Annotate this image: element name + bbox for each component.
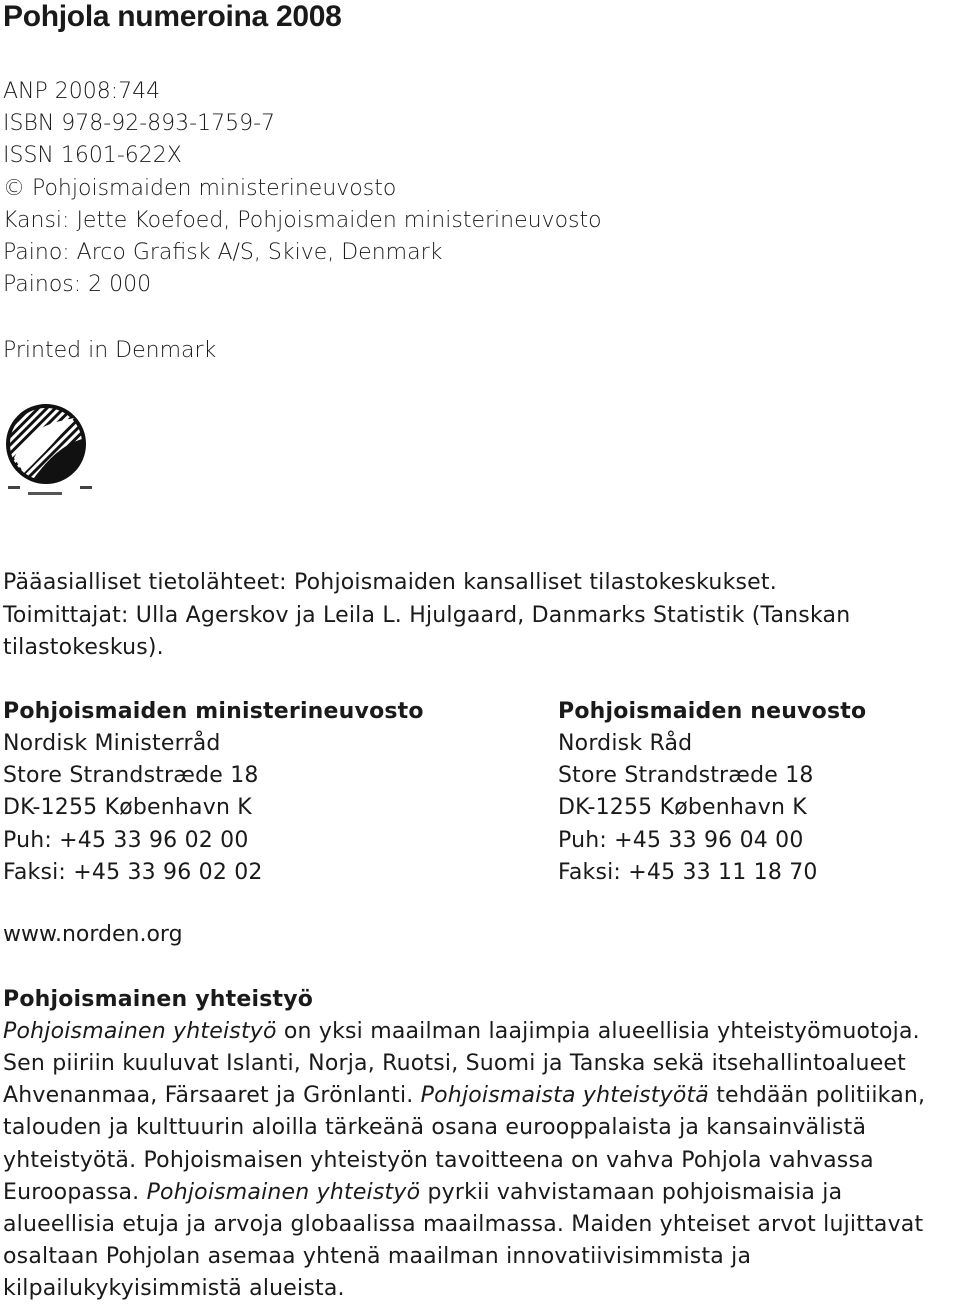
org-name: Pohjoismaiden neuvosto (558, 699, 867, 724)
anp-number: ANP 2008:744 (3, 79, 161, 104)
paragraph-line: talouden ja kulttuurin aloilla tärkeänä osana eurooppalaista ja kansainvälistä (3, 1115, 867, 1140)
phone: Puh: +45 33 96 04 00 (558, 828, 804, 853)
text: on yksi maailman laajimpia alueellisia yhteistyömuotoja. (276, 1019, 920, 1044)
paragraph-line: osaltaan Pohjolan asemaa yhtenä maailman innovatiivisimmista ja (3, 1244, 752, 1269)
paragraph-line (3, 1019, 920, 1044)
print-credit: Paino: Arco Grafisk A/S, Skive, Denmark (3, 240, 443, 265)
paragraph-line: yhteistyötä. Pohjoismaisen yhteistyön tavoitteena on vahva Pohjola vahvassa (3, 1148, 874, 1173)
swan-ecolabel-logo (4, 398, 96, 506)
page-title: Pohjola numeroina 2008 (3, 0, 342, 33)
org-nordic-name: Nordisk Råd (558, 731, 693, 756)
city: DK-1255 København K (3, 795, 252, 820)
paragraph-line: kilpailukykyisimmistä alueista. (3, 1276, 345, 1301)
printed-in: Printed in Denmark (3, 338, 217, 363)
paragraph-line: Sen piiriin kuuluvat Islanti, Norja, Ruotsi, Suomi ja Tanska sekä itsehallintoalueet (3, 1051, 906, 1076)
org-name: Pohjoismaiden ministerineuvosto (3, 699, 424, 724)
street: Store Strandstræde 18 (558, 763, 814, 788)
paragraph-line: alueellisia etuja ja arvoja globaalissa maailmassa. Maiden yhteiset arvot lujittavat (3, 1212, 924, 1237)
fax: Faksi: +45 33 11 18 70 (558, 860, 818, 885)
street: Store Strandstræde 18 (3, 763, 259, 788)
text: tehdään politiikan, (709, 1083, 926, 1108)
emphasis: Pohjoismaista yhteistyötä (420, 1083, 709, 1108)
city: DK-1255 København K (558, 795, 807, 820)
text: Euroopassa. (3, 1180, 147, 1205)
edition: Painos: 2 000 (3, 272, 152, 297)
paragraph-line (3, 1180, 842, 1205)
phone: Puh: +45 33 96 02 00 (3, 828, 249, 853)
sources-line: Pääasialliset tietolähteet: Pohjoismaiden kansalliset tilastokeskukset. (3, 570, 777, 595)
cooperation-heading: Pohjoismainen yhteistyö (3, 987, 314, 1012)
website-link[interactable]: www.norden.org (3, 922, 183, 947)
editors-line-cont: tilastokeskus). (3, 635, 164, 660)
editors-line: Toimittajat: Ulla Agerskov ja Leila L. Hjulgaard, Danmarks Statistik (Tanskan (3, 603, 851, 628)
cover-credit: Kansi: Jette Koefoed, Pohjoismaiden ministerineuvosto (3, 208, 602, 233)
emphasis: Pohjoismainen yhteistyö (3, 1019, 277, 1044)
text: pyrkii vahvistamaan pohjoismaisia ja (420, 1180, 843, 1205)
issn: ISSN 1601-622X (3, 143, 182, 168)
paragraph-line (3, 1083, 925, 1108)
copyright: © Pohjoismaiden ministerineuvosto (3, 176, 397, 201)
isbn: ISBN 978-92-893-1759-7 (3, 111, 276, 136)
fax: Faksi: +45 33 96 02 02 (3, 860, 263, 885)
org-nordic-name: Nordisk Ministerråd (3, 731, 221, 756)
text: Ahvenanmaa, Färsaaret ja Grönlanti. (3, 1083, 421, 1108)
emphasis: Pohjoismainen yhteistyö (146, 1180, 421, 1205)
